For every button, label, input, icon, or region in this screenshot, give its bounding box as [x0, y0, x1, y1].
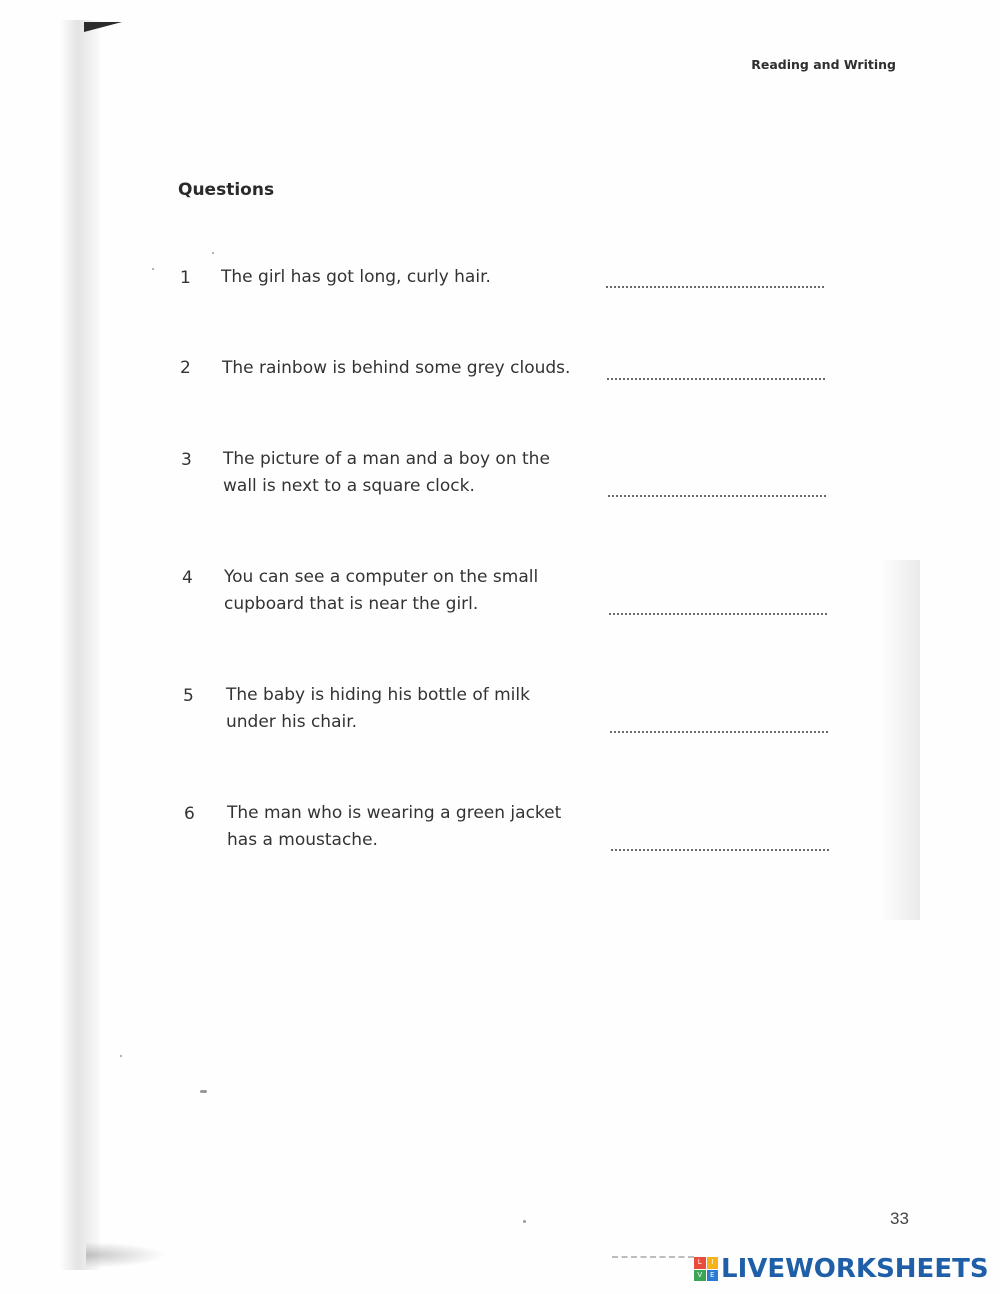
logo-letter: E: [707, 1270, 719, 1282]
question-line: under his chair.: [226, 712, 358, 732]
question-number: 5: [183, 686, 194, 706]
questions-heading: Questions: [178, 180, 275, 200]
answer-field-5[interactable]: [610, 715, 828, 733]
answer-field-6[interactable]: [611, 833, 829, 851]
scan-edge-shadow: [880, 560, 920, 920]
question-text: [226, 682, 530, 736]
liveworksheets-brand: [694, 1253, 989, 1285]
logo-letter: L: [694, 1257, 706, 1269]
scan-speck: [152, 268, 154, 270]
answer-field-3[interactable]: [608, 479, 826, 497]
scan-dash-trace: [612, 1256, 694, 1258]
scan-corner-mark: [84, 22, 122, 32]
logo-letter: I: [707, 1257, 719, 1269]
liveworksheets-logo-icon: [694, 1257, 718, 1281]
question-line: The girl has got long, curly hair.: [221, 267, 491, 287]
question-number: 3: [181, 450, 192, 470]
question-line: The man who is wearing a green jacket: [227, 803, 562, 823]
question-text: [224, 564, 538, 618]
section-title: Reading and Writing: [751, 57, 896, 72]
scan-smudge: [86, 1242, 166, 1268]
answer-field-1[interactable]: [606, 270, 824, 288]
question-line: has a moustache.: [227, 830, 378, 850]
answer-field-2[interactable]: [607, 362, 825, 380]
question-line: The rainbow is behind some grey clouds.: [222, 358, 571, 378]
question-text: [227, 800, 561, 854]
page-number: 33: [890, 1209, 909, 1228]
question-line: wall is next to a square clock.: [223, 476, 475, 496]
question-line: The baby is hiding his bottle of milk: [226, 685, 530, 705]
scan-speck: [120, 1055, 122, 1057]
question-number: 4: [182, 568, 193, 588]
question-line: You can see a computer on the small: [224, 567, 539, 587]
question-line: The picture of a man and a boy on the: [223, 449, 550, 469]
scan-speck: [200, 1090, 207, 1093]
brand-name: LIVEWORKSHEETS: [721, 1254, 989, 1284]
logo-letter: V: [694, 1270, 706, 1282]
scan-spine-shadow: [60, 20, 100, 1270]
question-number: 6: [184, 804, 195, 824]
question-text: [221, 264, 491, 291]
answer-field-4[interactable]: [609, 597, 827, 615]
question-text: [223, 446, 550, 500]
question-number: 2: [180, 358, 191, 378]
question-text: [222, 355, 570, 382]
scan-speck: [212, 252, 214, 254]
question-line: cupboard that is near the girl.: [224, 594, 479, 614]
question-number: 1: [180, 268, 191, 288]
scan-speck: [523, 1220, 526, 1223]
